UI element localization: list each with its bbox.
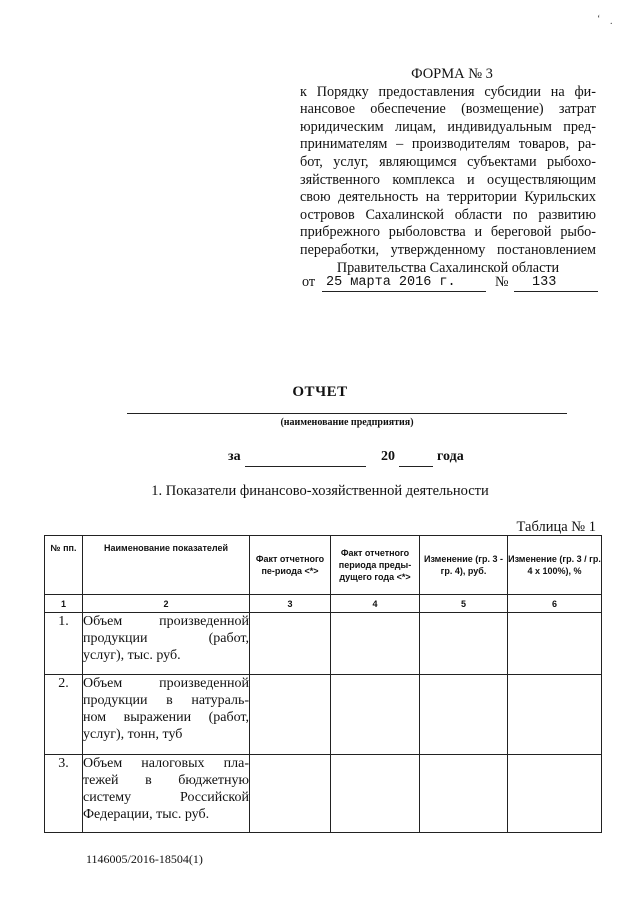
cell-previous-year[interactable] [331,613,420,675]
approval-date: 25 марта 2016 г. [326,275,456,290]
table-caption: Таблица № 1 [516,519,596,535]
cell-change-absolute[interactable] [420,675,508,755]
scan-mark: ‘ [597,14,601,25]
indicator-name-line: тежей в бюджетную [83,773,249,788]
column-number-row [45,595,602,613]
cell-current-period[interactable] [250,613,331,675]
indicator-name-line: Объем произведенной [83,614,249,629]
period-blank [245,466,366,467]
form-number: ФОРМА № 3 [411,66,493,82]
cell-change-percent[interactable] [508,613,602,675]
table-row [45,613,602,675]
table-header-row [45,536,602,595]
period-prefix: за [228,449,241,464]
cell-previous-year[interactable] [331,755,420,833]
form-reference-line: юридическим лицам, индивидуальным пред- [300,118,596,135]
indicators-table [44,535,602,833]
org-name-caption: (наименование предприятия) [280,417,414,428]
form-reference-line: прибрежного рыболовства и береговой рыбо- [300,224,596,241]
header-previous-year: Факт отчетного периода преды-дущего года <*> [331,536,420,595]
table-row [45,675,602,755]
indicator-name-line: услуг), тонн, туб [83,727,183,742]
form-reference-text [300,84,596,278]
form-header [300,66,596,277]
indicator-name-line: Объем налоговых пла- [83,756,249,771]
indicator-name [83,755,250,833]
form-reference-line: к Порядку предоставления субсидии на фи- [300,83,596,100]
form-reference-line: переработки, утвержденному постановлением [300,241,596,258]
header-change-percent: Изменение (гр. 3 / гр. 4 х 100%), % [508,536,602,595]
period-suffix: года [437,449,464,464]
form-reference-line: Правительства Сахалинской области [336,259,560,276]
row-number: 1. [45,613,83,675]
cell-change-percent[interactable] [508,755,602,833]
row-number: 3. [45,755,83,833]
header-change-absolute: Изменение (гр. 3 - гр. 4), руб. [420,536,508,595]
column-number: 5 [420,595,508,613]
cell-change-absolute[interactable] [420,613,508,675]
org-name-line [127,413,567,414]
date-underline [322,291,486,292]
cell-previous-year[interactable] [331,675,420,755]
date-prefix: от [302,274,316,290]
indicator-name-line: услуг), тыс. руб. [83,648,181,663]
header-row-number: № пп. [45,536,83,595]
row-number: 2. [45,675,83,755]
header-current-period: Факт отчетного пе-риода <*> [250,536,331,595]
column-number: 1 [45,595,83,613]
indicator-name-line: Объем произведенной [83,676,249,691]
cell-current-period[interactable] [250,755,331,833]
table-row [45,755,602,833]
scan-mark: . [610,16,613,27]
cell-change-percent[interactable] [508,675,602,755]
header-indicator-name: Наименование показателей [83,536,250,595]
form-reference-line: островов Сахалинской области по развитию [300,206,596,223]
form-reference-line: зяйственного комплекса и осуществляющим [300,171,596,188]
form-reference-line: принимателям – производителям товаров, ра- [300,136,596,153]
document-id: 1146005/2016-18504(1) [86,852,203,866]
form-reference-line: свою деятельность на территории Курильских [300,189,596,206]
indicator-name [83,675,250,755]
report-title: ОТЧЕТ [292,384,348,400]
indicator-name [83,613,250,675]
column-number: 2 [83,595,250,613]
number-prefix: № [495,274,509,290]
section-title: 1. Показатели финансово-хозяйственной деятельности [151,483,489,499]
indicator-name-line: продукции (работ, [83,631,249,646]
indicator-name-line: систему Российской [83,790,249,805]
form-reference-line: нансовое обеспечение (возмещение) затрат [300,101,596,118]
cell-current-period[interactable] [250,675,331,755]
column-number: 3 [250,595,331,613]
approval-number: 133 [532,275,557,290]
form-reference-line: бот, услуг, являющимся субъектами рыбохо- [300,153,596,170]
period-year-prefix: 20 [381,449,395,464]
column-number: 4 [331,595,420,613]
number-underline [514,291,598,292]
indicator-name-line: продукции в натураль- [83,693,249,708]
column-number: 6 [508,595,602,613]
cell-change-absolute[interactable] [420,755,508,833]
year-blank [399,466,433,467]
indicator-name-line: Федерации, тыс. руб. [83,807,210,822]
indicator-name-line: ном выражении (работ, [83,710,249,725]
approval-date-line [302,274,598,294]
